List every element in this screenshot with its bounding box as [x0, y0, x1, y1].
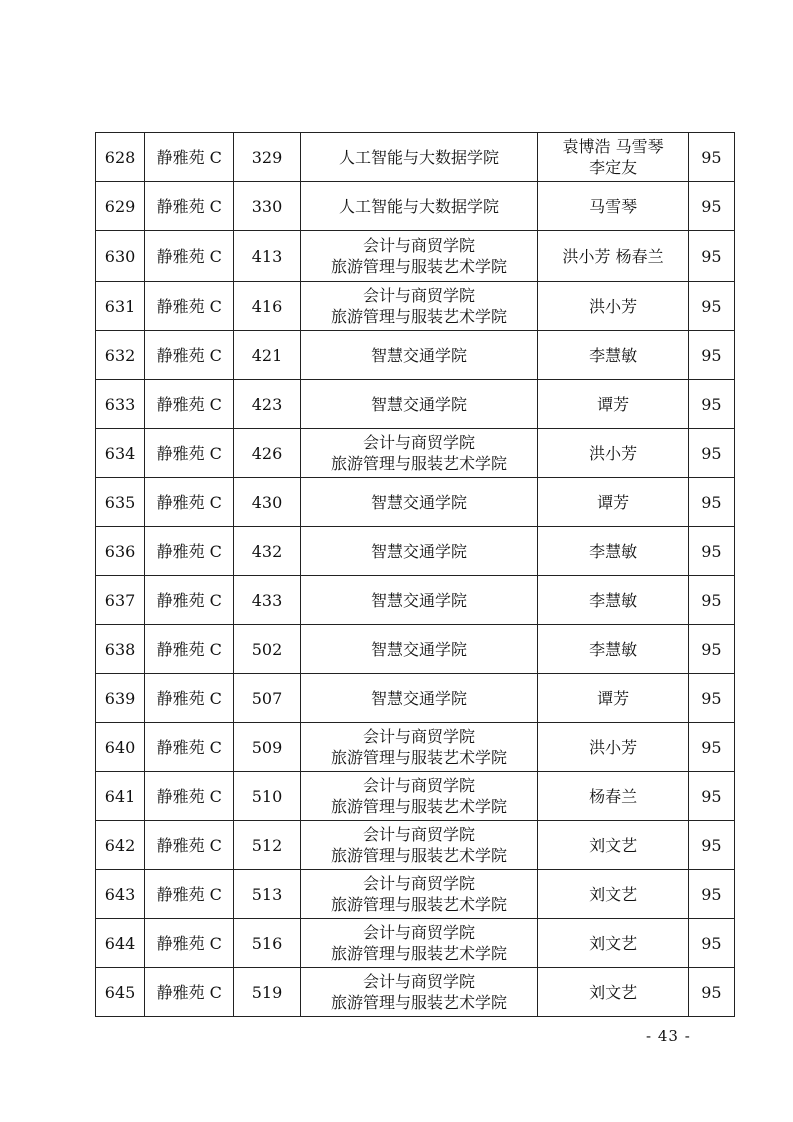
table-row: [96, 282, 735, 331]
cell-building: 静雅苑 C: [145, 821, 234, 870]
cell-college-line: 会计与商贸学院: [362, 236, 475, 255]
cell-inspector: [538, 821, 688, 870]
cell-inspector-line: 李慧敏: [589, 639, 638, 659]
cell-number: 634: [96, 429, 145, 478]
cell-score: 95: [688, 331, 734, 380]
cell-college-line: 旅游管理与服装艺术学院: [330, 454, 507, 473]
cell-score: 95: [688, 772, 734, 821]
cell-inspector-line: 李定友: [589, 158, 638, 177]
cell-inspector-line: 李慧敏: [589, 345, 638, 365]
cell-inspector: [538, 674, 688, 723]
cell-college-line: 旅游管理与服装艺术学院: [330, 748, 507, 767]
cell-number: 635: [96, 478, 145, 527]
cell-college: [300, 282, 538, 331]
cell-building: 静雅苑 C: [145, 380, 234, 429]
cell-college-line: 旅游管理与服装艺术学院: [330, 846, 507, 865]
cell-score: 95: [688, 968, 734, 1017]
cell-score: 95: [688, 231, 734, 282]
table-row: [96, 182, 735, 231]
cell-number: 644: [96, 919, 145, 968]
cell-room: 510: [234, 772, 300, 821]
cell-college: [300, 772, 538, 821]
cell-college-line: 智慧交通学院: [370, 688, 467, 708]
table-row: [96, 625, 735, 674]
cell-college-line: 智慧交通学院: [370, 639, 467, 659]
cell-number: 629: [96, 182, 145, 231]
cell-score: 95: [688, 723, 734, 772]
page-number: - 43 -: [646, 1027, 691, 1045]
table-row: [96, 331, 735, 380]
cell-number: 639: [96, 674, 145, 723]
cell-room: 430: [234, 478, 300, 527]
cell-inspector: [538, 527, 688, 576]
cell-college-line: 旅游管理与服装艺术学院: [330, 895, 507, 914]
cell-number: 628: [96, 133, 145, 182]
cell-room: 416: [234, 282, 300, 331]
cell-room: 513: [234, 870, 300, 919]
cell-college-line: 智慧交通学院: [370, 394, 467, 414]
cell-inspector: [538, 478, 688, 527]
cell-college-line: 会计与商贸学院: [362, 874, 475, 893]
cell-college: [300, 231, 538, 282]
cell-score: 95: [688, 870, 734, 919]
cell-inspector-line: 袁博浩 马雪琴: [562, 137, 664, 156]
cell-inspector-line: 杨春兰: [589, 786, 638, 806]
cell-college-line: 智慧交通学院: [370, 492, 467, 512]
cell-college-line: 会计与商贸学院: [362, 972, 475, 991]
cell-college-line: 人工智能与大数据学院: [338, 147, 499, 167]
cell-room: 507: [234, 674, 300, 723]
table-row: [96, 723, 735, 772]
cell-inspector: [538, 723, 688, 772]
cell-college: [300, 331, 538, 380]
cell-college-line: 旅游管理与服装艺术学院: [330, 307, 507, 326]
cell-building: 静雅苑 C: [145, 772, 234, 821]
cell-inspector-line: 谭芳: [597, 394, 630, 414]
cell-inspector-line: 刘文艺: [589, 835, 638, 855]
cell-college: [300, 870, 538, 919]
cell-room: 330: [234, 182, 300, 231]
cell-building: 静雅苑 C: [145, 723, 234, 772]
cell-room: 413: [234, 231, 300, 282]
cell-college: [300, 625, 538, 674]
cell-college-line: 会计与商贸学院: [362, 923, 475, 942]
cell-room: 519: [234, 968, 300, 1017]
cell-score: 95: [688, 527, 734, 576]
cell-college-line: 会计与商贸学院: [362, 727, 475, 746]
cell-score: 95: [688, 133, 734, 182]
cell-college: [300, 478, 538, 527]
cell-college-line: 会计与商贸学院: [362, 433, 475, 452]
cell-number: 636: [96, 527, 145, 576]
cell-college-line: 会计与商贸学院: [362, 776, 475, 795]
cell-building: 静雅苑 C: [145, 625, 234, 674]
cell-number: 631: [96, 282, 145, 331]
dormitory-score-table: [95, 132, 735, 1017]
table-row: [96, 231, 735, 282]
cell-number: 641: [96, 772, 145, 821]
cell-college: [300, 527, 538, 576]
cell-score: 95: [688, 919, 734, 968]
cell-inspector-line: 洪小芳 杨春兰: [562, 246, 664, 266]
cell-number: 638: [96, 625, 145, 674]
cell-building: 静雅苑 C: [145, 919, 234, 968]
cell-score: 95: [688, 182, 734, 231]
cell-score: 95: [688, 674, 734, 723]
cell-college-line: 人工智能与大数据学院: [338, 196, 499, 216]
cell-college-line: 旅游管理与服装艺术学院: [330, 797, 507, 816]
cell-college-line: 会计与商贸学院: [362, 286, 475, 305]
cell-college-line: 智慧交通学院: [370, 541, 467, 561]
cell-college-line: 旅游管理与服装艺术学院: [330, 944, 507, 963]
table-row: [96, 478, 735, 527]
cell-number: 642: [96, 821, 145, 870]
cell-number: 643: [96, 870, 145, 919]
cell-building: 静雅苑 C: [145, 527, 234, 576]
cell-inspector: [538, 576, 688, 625]
cell-inspector-line: 刘文艺: [589, 933, 638, 953]
cell-inspector: [538, 772, 688, 821]
cell-building: 静雅苑 C: [145, 674, 234, 723]
cell-building: 静雅苑 C: [145, 182, 234, 231]
cell-inspector-line: 李慧敏: [589, 541, 638, 561]
cell-number: 637: [96, 576, 145, 625]
cell-building: 静雅苑 C: [145, 968, 234, 1017]
cell-score: 95: [688, 478, 734, 527]
table-row: [96, 133, 735, 182]
cell-college: [300, 429, 538, 478]
cell-inspector: [538, 968, 688, 1017]
cell-college: [300, 576, 538, 625]
cell-inspector-line: 马雪琴: [589, 196, 638, 216]
cell-number: 630: [96, 231, 145, 282]
cell-college-line: 旅游管理与服装艺术学院: [330, 993, 507, 1012]
cell-college: [300, 821, 538, 870]
cell-inspector: [538, 133, 688, 182]
table-row: [96, 870, 735, 919]
cell-college-line: 会计与商贸学院: [362, 825, 475, 844]
cell-inspector-line: 洪小芳: [589, 737, 638, 757]
cell-inspector-line: 洪小芳: [589, 296, 638, 316]
cell-inspector: [538, 429, 688, 478]
cell-college-line: 智慧交通学院: [370, 345, 467, 365]
cell-college: [300, 723, 538, 772]
table-row: [96, 968, 735, 1017]
cell-inspector: [538, 870, 688, 919]
cell-building: 静雅苑 C: [145, 429, 234, 478]
cell-college: [300, 919, 538, 968]
table-body: [96, 133, 735, 1017]
cell-room: 423: [234, 380, 300, 429]
cell-number: 640: [96, 723, 145, 772]
cell-college: [300, 182, 538, 231]
cell-inspector-line: 洪小芳: [589, 443, 638, 463]
cell-number: 632: [96, 331, 145, 380]
cell-building: 静雅苑 C: [145, 282, 234, 331]
cell-inspector: [538, 182, 688, 231]
table-row: [96, 380, 735, 429]
cell-inspector: [538, 919, 688, 968]
cell-number: 633: [96, 380, 145, 429]
cell-inspector-line: 刘文艺: [589, 884, 638, 904]
cell-college: [300, 674, 538, 723]
cell-inspector: [538, 282, 688, 331]
cell-score: 95: [688, 576, 734, 625]
cell-score: 95: [688, 429, 734, 478]
table-row: [96, 772, 735, 821]
table-row: [96, 821, 735, 870]
cell-room: 516: [234, 919, 300, 968]
cell-room: 421: [234, 331, 300, 380]
cell-building: 静雅苑 C: [145, 133, 234, 182]
cell-score: 95: [688, 282, 734, 331]
cell-inspector: [538, 625, 688, 674]
cell-inspector: [538, 331, 688, 380]
cell-room: 329: [234, 133, 300, 182]
table-row: [96, 919, 735, 968]
cell-building: 静雅苑 C: [145, 231, 234, 282]
cell-room: 433: [234, 576, 300, 625]
cell-score: 95: [688, 625, 734, 674]
table-row: [96, 527, 735, 576]
cell-building: 静雅苑 C: [145, 870, 234, 919]
cell-college: [300, 968, 538, 1017]
cell-inspector-line: 谭芳: [597, 492, 630, 512]
cell-room: 502: [234, 625, 300, 674]
cell-college-line: 智慧交通学院: [370, 590, 467, 610]
cell-score: 95: [688, 380, 734, 429]
cell-room: 426: [234, 429, 300, 478]
cell-number: 645: [96, 968, 145, 1017]
cell-inspector: [538, 231, 688, 282]
cell-building: 静雅苑 C: [145, 576, 234, 625]
table-row: [96, 674, 735, 723]
cell-college-line: 旅游管理与服装艺术学院: [330, 257, 507, 276]
table-row: [96, 429, 735, 478]
cell-inspector-line: 谭芳: [597, 688, 630, 708]
cell-building: 静雅苑 C: [145, 331, 234, 380]
cell-inspector-line: 李慧敏: [589, 590, 638, 610]
cell-room: 509: [234, 723, 300, 772]
cell-college: [300, 380, 538, 429]
cell-college: [300, 133, 538, 182]
cell-inspector-line: 刘文艺: [589, 982, 638, 1002]
cell-room: 512: [234, 821, 300, 870]
cell-score: 95: [688, 821, 734, 870]
table-row: [96, 576, 735, 625]
cell-room: 432: [234, 527, 300, 576]
cell-building: 静雅苑 C: [145, 478, 234, 527]
cell-inspector: [538, 380, 688, 429]
